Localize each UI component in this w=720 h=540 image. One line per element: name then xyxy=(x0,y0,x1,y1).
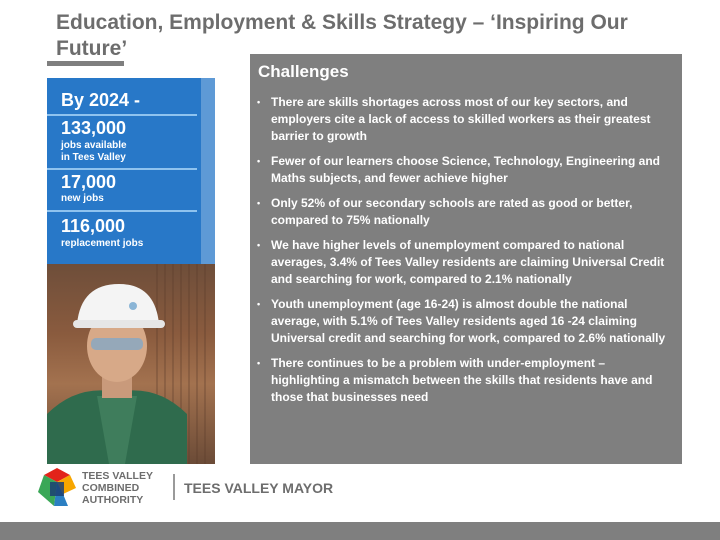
logo-divider xyxy=(173,474,175,500)
new-jobs-value: 17,000 xyxy=(61,172,117,192)
infographic-separator xyxy=(47,210,197,212)
tvca-logo-text xyxy=(82,470,153,506)
jobs-infographic xyxy=(47,78,215,264)
challenge-text: We have higher levels of unemployment compared to national averages, 3.4% of Tees Valley residents are claiming Universal Credit and searching for work, compared to 2.1% nationally xyxy=(271,238,665,286)
bullet-icon: • xyxy=(257,97,261,107)
list-item xyxy=(250,355,682,406)
challenges-list xyxy=(250,94,682,414)
jobs-available-value: 133,000 xyxy=(61,118,127,138)
bullet-icon: • xyxy=(257,156,261,166)
jobs-available-location: in Tees Valley xyxy=(61,152,126,163)
list-item xyxy=(250,94,682,145)
footer-bar xyxy=(0,522,720,540)
replacement-jobs-value: 116,000 xyxy=(61,216,126,236)
challenge-text: Only 52% of our secondary schools are rated as good or better, compared to 75% nationally xyxy=(271,196,633,227)
new-jobs-label: new jobs xyxy=(61,193,104,204)
logo-line: AUTHORITY xyxy=(82,494,144,506)
bullet-icon: • xyxy=(257,358,261,368)
challenge-text: There continues to be a problem with under-employment – highlighting a mismatch between the skills that residents have and those that businesses need xyxy=(271,356,653,404)
bullet-icon: • xyxy=(257,240,261,250)
challenge-text: There are skills shortages across most of our key sectors, and employers cite a lack of access to skilled workers as their greatest barrier to growth xyxy=(271,95,651,143)
jobs-available-label: jobs available xyxy=(61,140,127,151)
tvca-logo-icon xyxy=(36,466,78,508)
list-item xyxy=(250,296,682,347)
bullet-icon: • xyxy=(257,299,261,309)
replacement-jobs-label: replacement jobs xyxy=(61,238,144,249)
infographic-heading: By 2024 - xyxy=(61,90,141,110)
list-item xyxy=(250,153,682,187)
mayor-label: TEES VALLEY MAYOR xyxy=(184,480,334,496)
list-item xyxy=(250,195,682,229)
page-title: Education, Employment & Skills Strategy – ‘Inspiring Our Future’ xyxy=(56,11,628,60)
challenge-text: Youth unemployment (age 16-24) is almost double the national average, with 5.1% of Tees Valley residents aged 16 -24 claiming Universal credit and searching for work, compared to 2.6% nationally xyxy=(271,297,666,345)
challenges-heading: Challenges xyxy=(258,62,349,81)
bullet-icon: • xyxy=(257,198,261,208)
logo-line: TEES VALLEY xyxy=(82,470,153,482)
challenge-text: Fewer of our learners choose Science, Technology, Engineering and Maths subjects, and fewer achieve higher xyxy=(271,154,660,185)
infographic-separator xyxy=(47,168,197,170)
worker-photo xyxy=(47,264,215,464)
challenges-panel xyxy=(250,54,682,464)
title-underline xyxy=(47,61,124,66)
list-item xyxy=(250,237,682,288)
infographic-separator xyxy=(47,114,197,116)
logo-line: COMBINED xyxy=(82,482,140,494)
